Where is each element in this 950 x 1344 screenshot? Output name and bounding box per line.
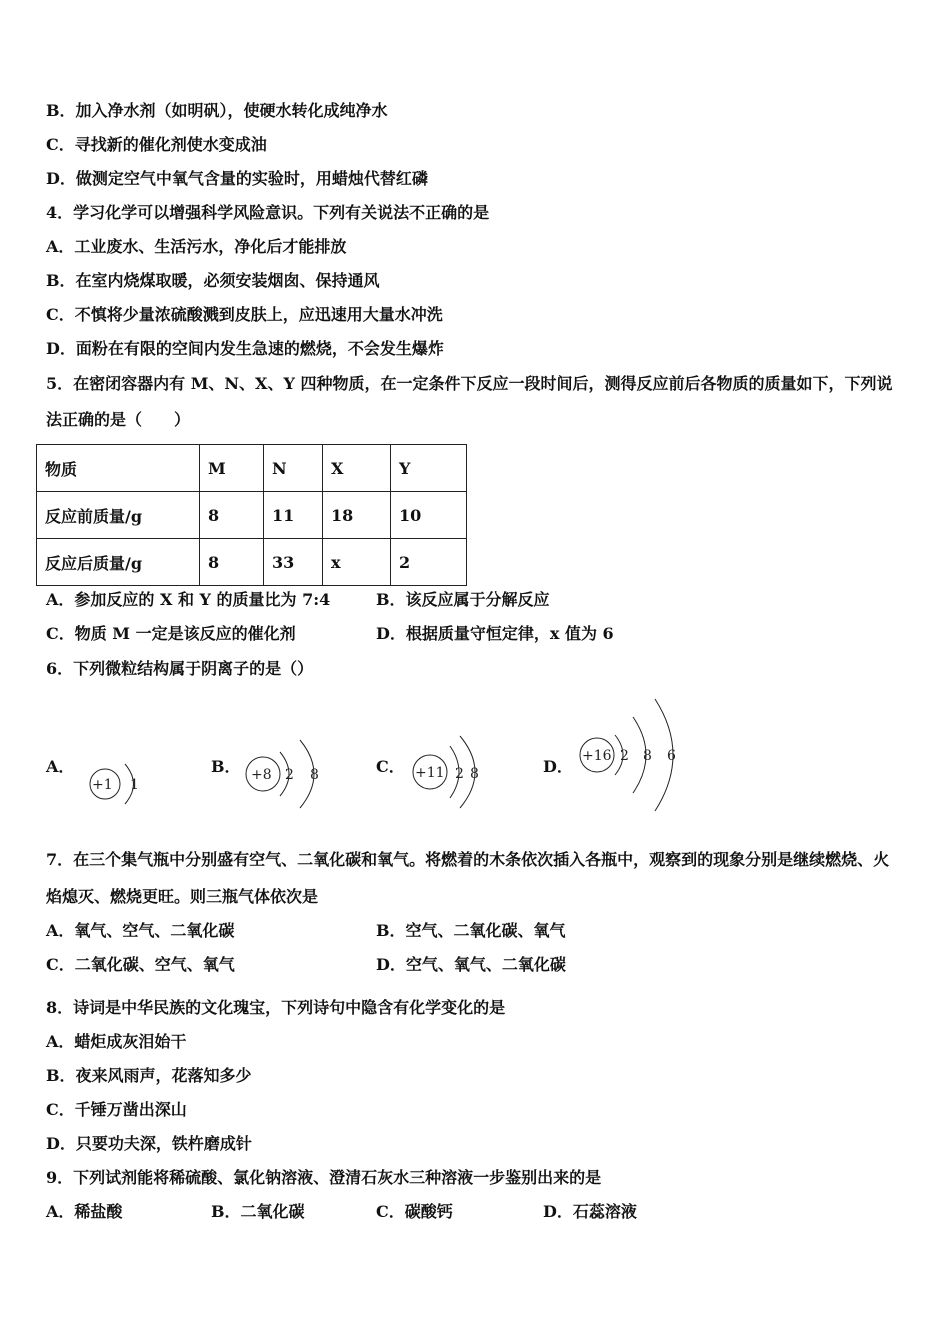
atom-diagram-d [575, 695, 685, 815]
q4-option-d: D．面粉在有限的空间内发生急速的燃烧，不会发生爆炸 [46, 339, 444, 358]
shell-electrons: 6 [667, 748, 676, 764]
atom-diagram-c [408, 730, 508, 820]
table-cell: 11 [264, 492, 323, 539]
q7-option-c: C．二氧化碳、空气、氧气 [46, 955, 235, 974]
shell-electrons: 8 [310, 767, 319, 783]
q9-option-c: C．碳酸钙 [376, 1202, 453, 1221]
q5-option-d: D．根据质量守恒定律，x 值为 6 [376, 624, 614, 643]
table-cell: 33 [264, 539, 323, 586]
q4-option-c: C．不慎将少量浓硫酸溅到皮肤上，应迅速用大量水冲洗 [46, 305, 443, 324]
q8-option-b: B．夜来风雨声，花落知多少 [46, 1066, 252, 1085]
q8-stem: 8．诗词是中华民族的文化瑰宝，下列诗句中隐含有化学变化的是 [46, 998, 506, 1017]
nucleus-charge: +8 [251, 767, 272, 783]
atom-diagram-a [80, 740, 160, 820]
q8-option-a: A．蜡炬成灰泪始干 [46, 1032, 187, 1051]
q6-option-a-label: A． [46, 757, 75, 776]
q8-option-c: C．千锤万凿出深山 [46, 1100, 187, 1119]
q5-stem-line2: 法正确的是（ ） [46, 410, 191, 429]
table-row [37, 445, 467, 492]
table-cell: N [264, 445, 323, 492]
table-cell: 反应前质量/g [37, 492, 200, 539]
shell-electrons: 2 [620, 748, 629, 764]
q4-option-a: A．工业废水、生活污水，净化后才能排放 [46, 237, 347, 256]
q6-option-b-label: B． [211, 757, 241, 776]
table-cell: x [323, 539, 391, 586]
table-cell: 反应后质量/g [37, 539, 200, 586]
shell-electrons: 2 [285, 767, 294, 783]
q6-option-c-label: C． [376, 757, 405, 776]
q3-option-d: D．做测定空气中氧气含量的实验时，用蜡烛代替红磷 [46, 169, 428, 188]
table-cell: 物质 [37, 445, 200, 492]
nucleus-charge: +16 [582, 748, 612, 764]
table-cell: 18 [323, 492, 391, 539]
q3-option-c: C．寻找新的催化剂使水变成油 [46, 135, 267, 154]
table-cell: 2 [391, 539, 467, 586]
q5-option-a: A．参加反应的 X 和 Y 的质量比为 7:4 [46, 590, 331, 609]
nucleus-charge: +1 [92, 777, 113, 793]
q8-option-d: D．只要功夫深，铁杵磨成针 [46, 1134, 252, 1153]
table-cell: 8 [200, 492, 264, 539]
q4-option-b: B．在室内烧煤取暖，必须安装烟囱、保持通风 [46, 271, 380, 290]
q7-option-a: A．氧气、空气、二氧化碳 [46, 921, 235, 940]
atom-diagram-b [240, 730, 340, 820]
shell-electrons: 1 [130, 777, 139, 793]
q5-option-c: C．物质 M 一定是该反应的催化剂 [46, 624, 296, 643]
mass-table [36, 444, 467, 586]
q7-stem-line1: 7．在三个集气瓶中分别盛有空气、二氧化碳和氧气。将燃着的木条依次插入各瓶中，观察到的现象分别是继续燃烧、火 [46, 850, 890, 869]
table-row [37, 492, 467, 539]
shell-electrons: 2 [455, 766, 464, 782]
q5-option-b: B．该反应属于分解反应 [376, 590, 550, 609]
table-cell: X [323, 445, 391, 492]
shell-electrons: 8 [470, 766, 479, 782]
q7-option-b: B．空气、二氧化碳、氧气 [376, 921, 566, 940]
table-cell: Y [391, 445, 467, 492]
shell-electrons: 8 [643, 748, 652, 764]
table-cell: M [200, 445, 264, 492]
q5-stem-line1: 5．在密闭容器内有 M、N、X、Y 四种物质，在一定条件下反应一段时间后，测得反应前后各物质的质量如下，下列说 [46, 374, 893, 393]
q4-stem: 4．学习化学可以增强科学风险意识。下列有关说法不正确的是 [46, 203, 490, 222]
q9-option-b: B．二氧化碳 [211, 1202, 305, 1221]
q6-option-d-label: D． [543, 757, 573, 776]
q9-option-d: D．石蕊溶液 [543, 1202, 637, 1221]
q7-stem-line2: 焰熄灭、燃烧更旺。则三瓶气体依次是 [46, 887, 319, 906]
q7-option-d: D．空气、氧气、二氧化碳 [376, 955, 566, 974]
table-cell: 10 [391, 492, 467, 539]
q9-stem: 9．下列试剂能将稀硫酸、氯化钠溶液、澄清石灰水三种溶液一步鉴别出来的是 [46, 1168, 602, 1187]
table-cell: 8 [200, 539, 264, 586]
q3-option-b: B．加入净水剂（如明矾），使硬水转化成纯净水 [46, 101, 388, 120]
nucleus-charge: +11 [415, 765, 445, 781]
table-row [37, 539, 467, 586]
q6-stem: 6．下列微粒结构属于阴离子的是（） [46, 659, 314, 678]
q9-option-a: A．稀盐酸 [46, 1202, 123, 1221]
